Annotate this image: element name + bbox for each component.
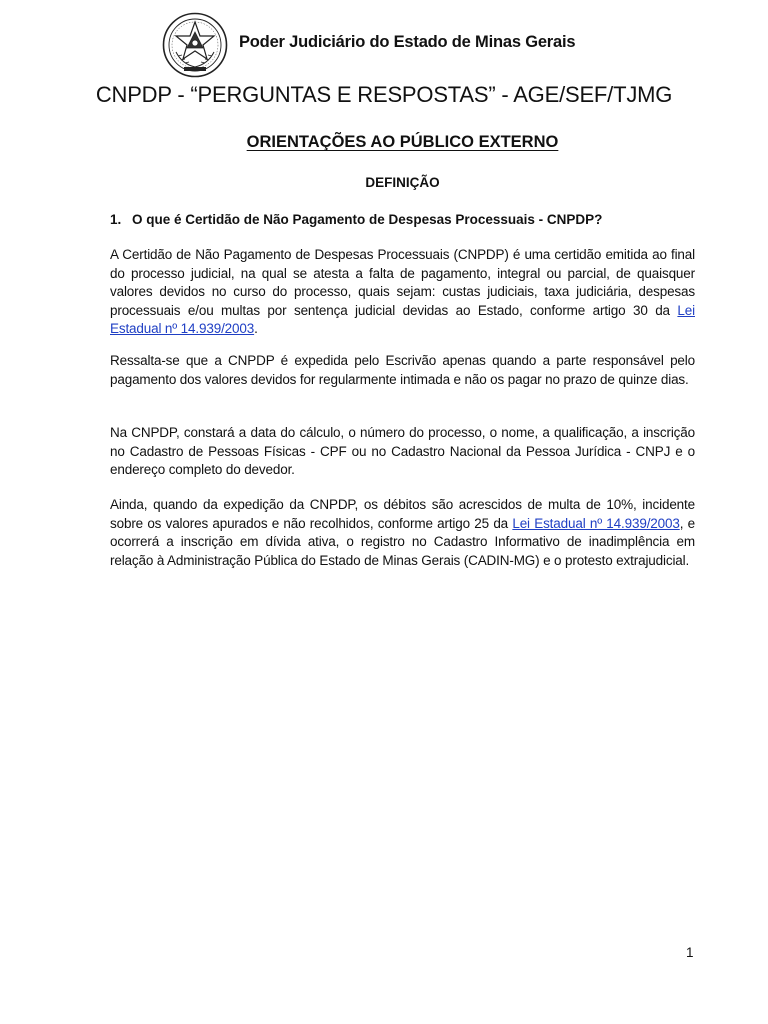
- paragraph-penalties: [110, 496, 695, 570]
- organization-name: Poder Judiciário do Estado de Minas Gerais: [239, 33, 576, 51]
- paragraph-definition: [110, 246, 695, 339]
- paragraph-text: Ainda, quando da expedição da CNPDP, os débitos são acrescidos de multa de 10%, incidente sobre os valores apurados e não recolhidos, conforme artigo 25 da: [110, 497, 695, 531]
- question-text: O que é Certidão de Não Pagamento de Despesas Processuais - CNPDP?: [132, 212, 603, 227]
- page-number: 1: [686, 945, 694, 960]
- paragraph-text: A Certidão de Não Pagamento de Despesas Processuais (CNPDP) é uma certidão emitida ao final do processo judicial, na qual se atesta a falta de pagamento, integral ou parcial, de quaisquer valores devidos no curso do processo, quais sejam: custas judiciais, taxa judiciária, despesas processuais e/ou multas por sentença judicial devidas ao Estado, conforme artigo 30 da: [110, 247, 695, 318]
- coat-of-arms-seal-icon: [162, 12, 228, 78]
- paragraph-text: , e ocorrerá a inscrição em dívida ativa, o registro no Cadastro Informativo de inadimplência em relação à Administração Pública do Estado de Minas Gerais (CADIN-MG) e o protesto extrajudicial.: [110, 515, 695, 568]
- document-title: CNPDP - “PERGUNTAS E RESPOSTAS” - AGE/SEF/TJMG: [95, 82, 673, 107]
- paragraph-contents: Na CNPDP, constará a data do cálculo, o número do processo, o nome, a qualificação, a inscrição no Cadastro de Pessoas Físicas - CPF ou no Cadastro Nacional da Pessoa Jurídica - CNPJ e o endereço completo do devedor.: [110, 425, 695, 478]
- paragraph-text: .: [254, 321, 258, 337]
- law-link[interactable]: Lei Estadual nº 14.939/2003: [512, 515, 680, 531]
- question-number: 1.: [110, 212, 122, 227]
- law-link[interactable]: Lei Estadual nº 14.939/2003: [110, 302, 695, 337]
- section-heading: ORIENTAÇÕES AO PÚBLICO EXTERNO: [246, 133, 559, 151]
- paragraph-issuance: Ressalta-se que a CNPDP é expedida pelo Escrivão apenas quando a parte responsável pelo pagamento dos valores devidos for regularmente intimada e não os pagar no prazo de quinze dias.: [110, 353, 695, 387]
- definition-subheading: DEFINIÇÃO: [365, 175, 440, 190]
- question-item: [110, 212, 700, 227]
